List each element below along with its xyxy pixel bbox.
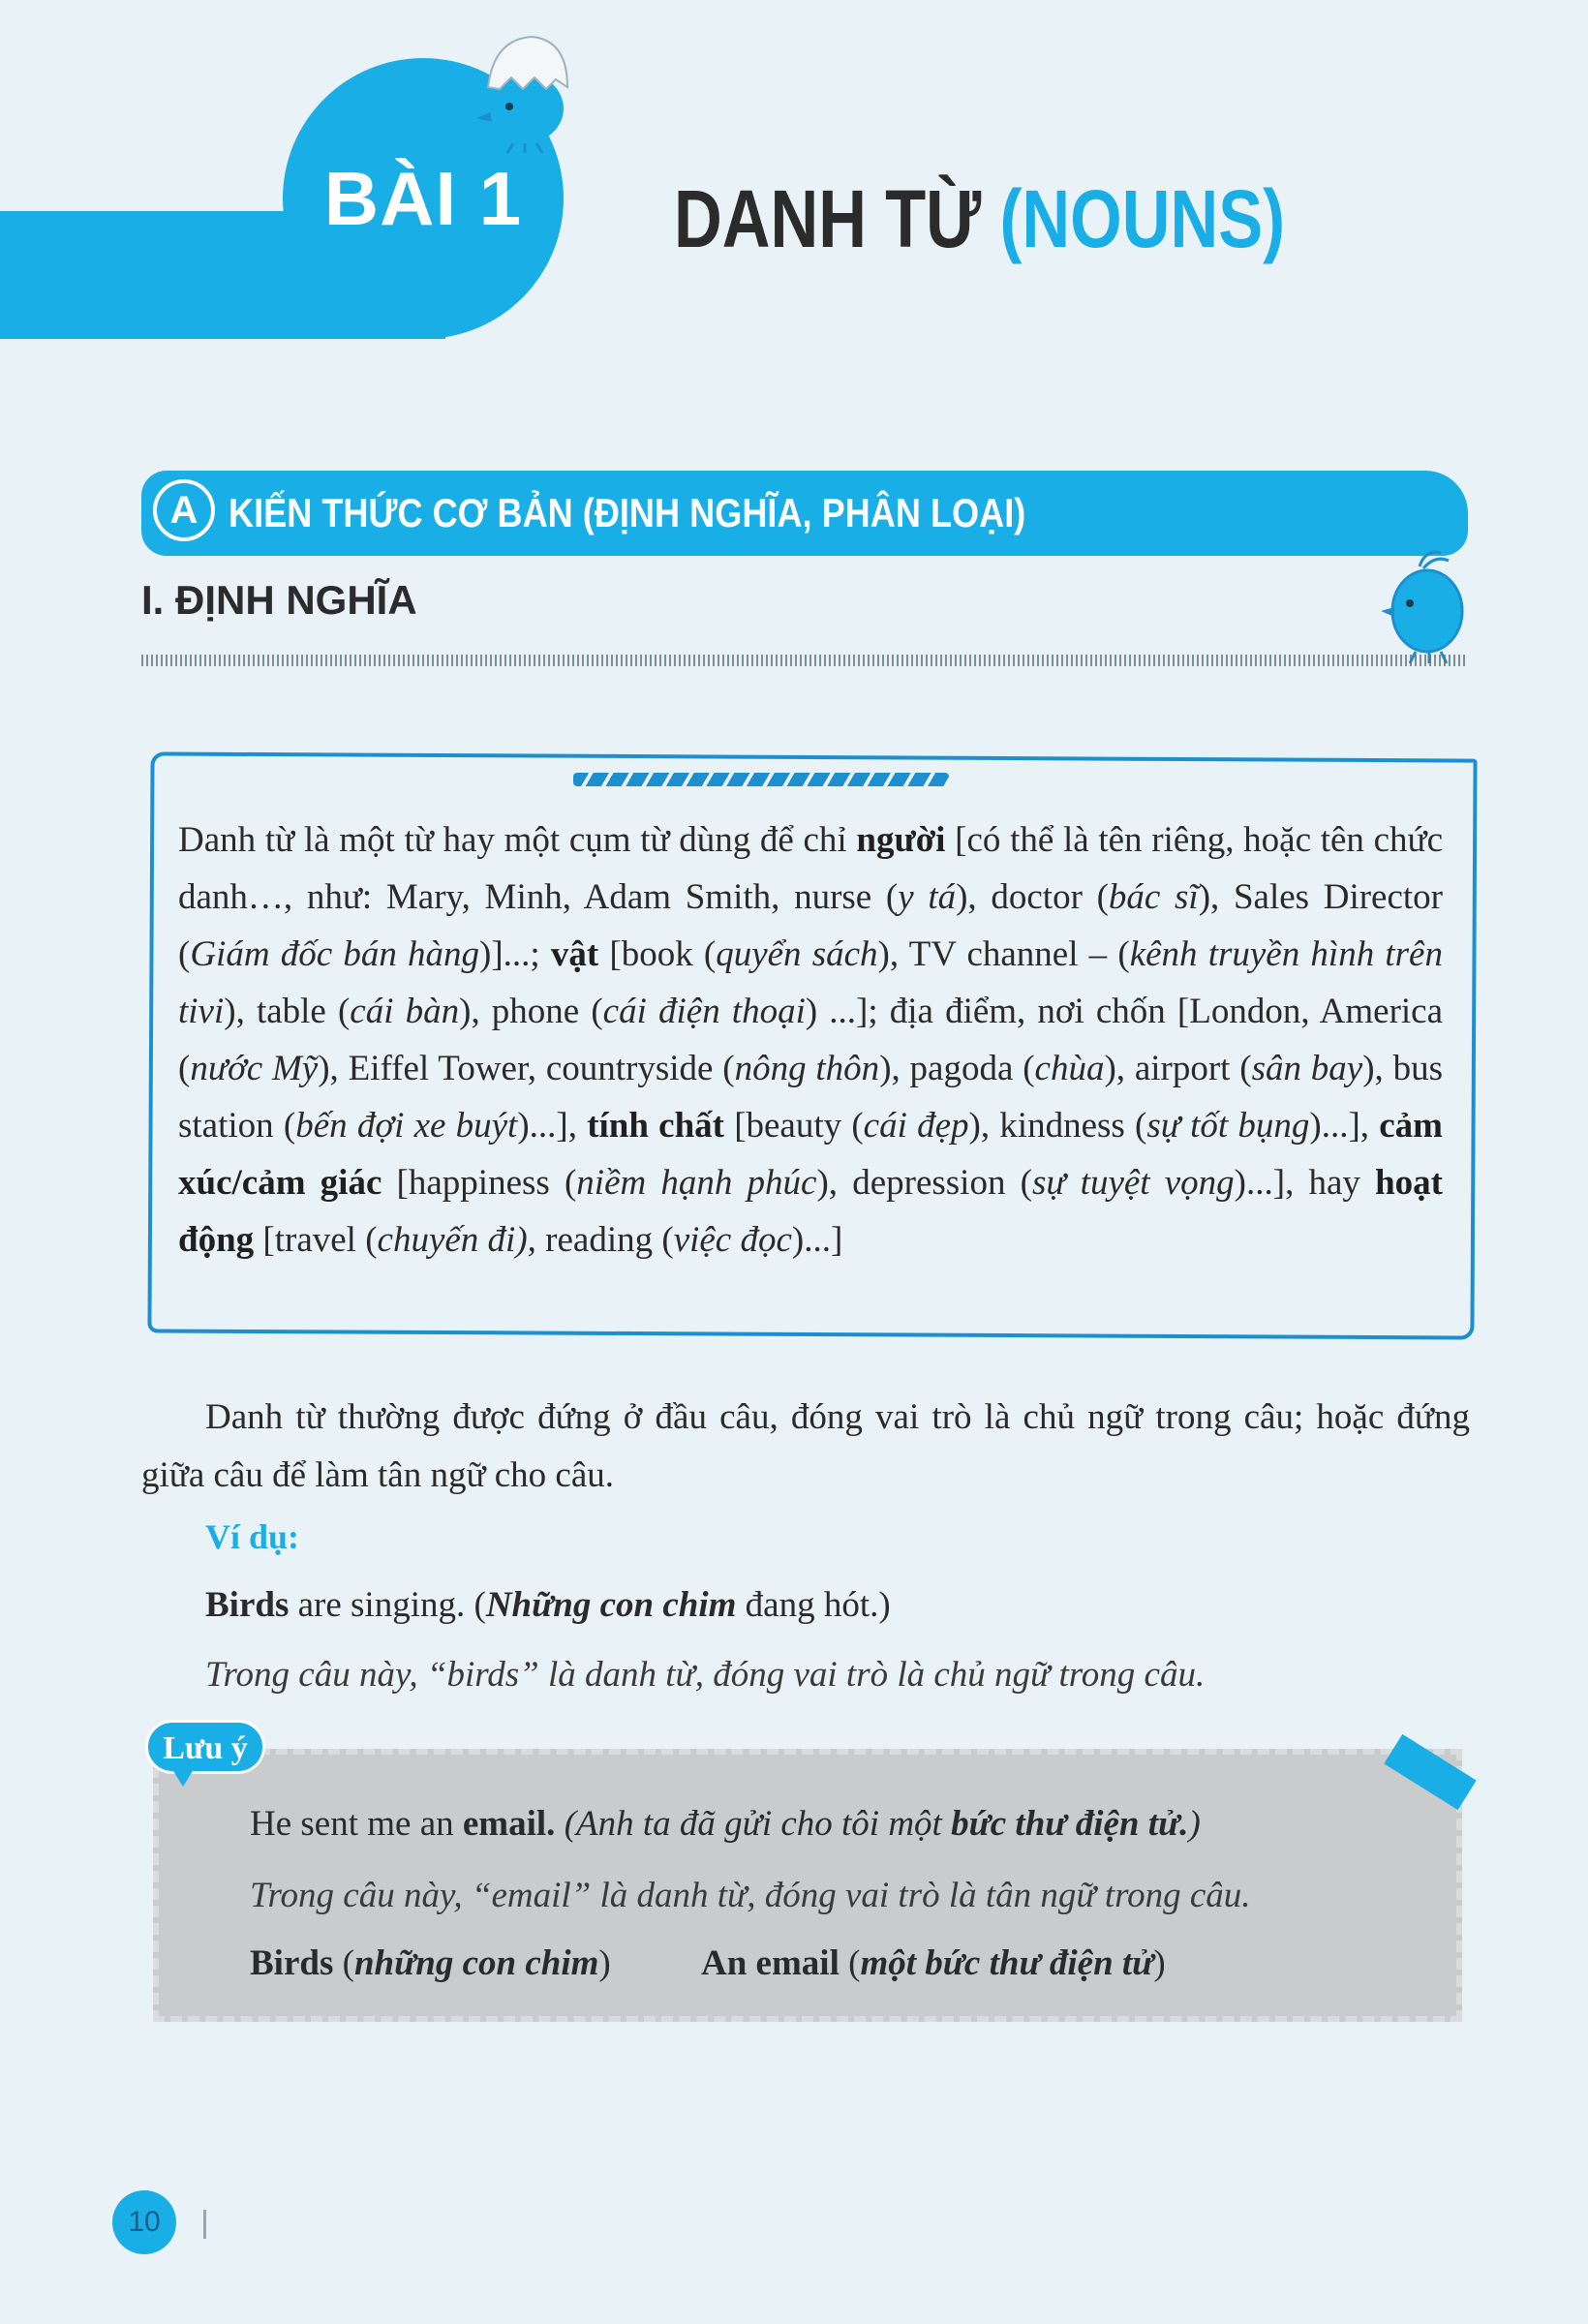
page-number: 10 (112, 2190, 176, 2254)
note-tag: Lưu ý (145, 1720, 265, 1774)
definition-text: Danh từ là một từ hay một cụm từ dùng để chỉ người [có thể là tên riêng, hoặc tên chức danh…, như: Mary, Minh, Adam Smith, nurse (y tá), doctor (bác sĩ), Sales Director (Giám đốc bán hàng)]...; vật [book (quyển sách), TV channel – (kênh truyền hình trên tivi), table (cái bàn), phone (cái điện thoại) ...]; địa điểm, nơi chốn [London, America (nước Mỹ), Eiffel Tower, countryside (nông thôn), pagoda (chùa), airport (sân bay), bus station (bến đợi xe buýt)...], tính chất [beauty (cái đẹp), kindness (sự tốt bụng)...], cảm xúc/cảm giác [happiness (niềm hạnh phúc), depression (sự tuyệt vọng)...], hay hoạt động [travel (chuyến đi), reading (việc đọc)...] (178, 820, 1444, 1260)
note-term-email: An email (một bức thư điện tử) (701, 1943, 1166, 1983)
note-example-sentence: He sent me an email. (Anh ta đã gửi cho tôi một bức thư điện tử.) (250, 1804, 1201, 1844)
subsection-heading: I. ĐỊNH NGHĨA (141, 577, 417, 623)
note-explanation: Trong câu này, “email” là danh từ, đóng vai trò là tân ngữ trong câu. (250, 1876, 1251, 1915)
example-sentence: Birds are singing. (Những con chim đang hót.) (205, 1585, 891, 1625)
note-term-birds: Birds (những con chim) (250, 1943, 611, 1983)
definition-box-decoration (573, 773, 949, 786)
footer-divider (203, 2210, 206, 2239)
example-label: Ví dụ: (205, 1517, 300, 1556)
page-title: DANH TỪ (NOUNS) (674, 173, 1286, 264)
body-paragraph: Danh từ thường được đứng ở đầu câu, đóng vai trò là chủ ngữ trong câu; hoặc đứng giữa câu để làm tân ngữ cho câu. (141, 1397, 1470, 1495)
chick-hatching-icon (474, 29, 581, 155)
dotted-divider (141, 655, 1468, 666)
section-title: KIẾN THỨC CƠ BẢN (ĐỊNH NGHĨA, PHÂN LOẠI) (229, 490, 1026, 535)
section-letter-badge: A (153, 479, 215, 541)
chick-mascot-icon (1381, 547, 1468, 668)
example-explanation: Trong câu này, “birds” là danh từ, đóng vai trò là chủ ngữ trong câu. (205, 1655, 1206, 1695)
lesson-label: BÀI 1 (323, 156, 523, 241)
